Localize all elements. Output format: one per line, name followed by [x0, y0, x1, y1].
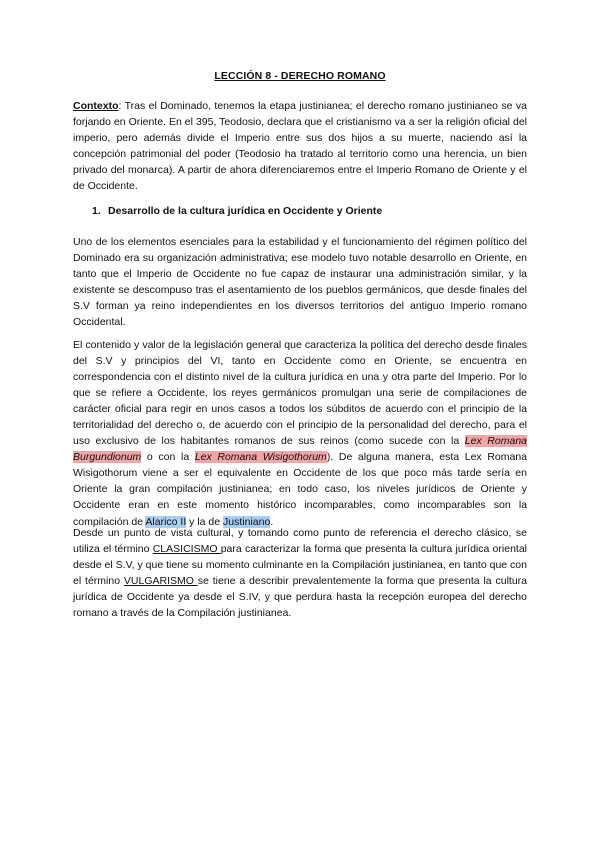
paragraph-2-text: y la de [186, 515, 224, 528]
section-number: 1. [92, 205, 101, 217]
paragraph-3 [73, 525, 527, 621]
context-text: : Tras el Dominado, tenemos la etapa justinianea; el derecho romano justinianeo se va forjando en Oriente. En el 395, Teodosio, declara que el cristianismo va a ser la religión oficial del imperio, pero además divide el Imperio entre sus dos hijos a su muerte, naciendo así la concepción patrimonial del poder (Teodosio ha tratado al territorio como una herencia, un bien privado del monarca). A partir de ahora diferenciaremos entre el Imperio Romano de Oriente y el de Occidente. [73, 100, 527, 193]
paragraph-3-text: se tiene a describir prevalentemente la forma que presenta la cultura jurídica de Occidente ya desde el S.IV, y que perdura hasta la recepción europea del derecho romano a través de la Compilación justinianea. [73, 575, 527, 620]
highlight-alarico: Alarico II [145, 515, 187, 528]
section-title: Desarrollo de la cultura jurídica en Occidente y Oriente [108, 205, 383, 217]
paragraph-2-text: El contenido y valor de la legislación general que caracteriza la política del derecho desde finales del S.V y principios del VI, tanto en Occidente como en Oriente, se encuentra en correspondencia con el distinto nivel de la cultura jurídica en una y otra parte del Imperio. Por lo que se refiere a Occidente, los reyes germánicos promulgan una serie de compilaciones de carácter oficial para regir en unos casos a todos los súbditos de acuerdo con el principio de la territorialidad del derecho o, de acuerdo con el principio de la personalidad del derecho, para el uso exclusivo de los habitantes romanos de sus reinos (como sucede con la [73, 339, 527, 448]
highlight-justiniano: Justiniano [223, 515, 271, 528]
paragraph-2-text: ). De alguna manera, esta Lex Romana Wisigothorum viene a ser el equivalente en Occidente de los que poco más tarde sería en Oriente la gran compilación justinianea; en todo caso, los niveles jurídicos de Oriente y Occidente eran en este momento histórico incomparables, como incomparables son la compilación de [73, 451, 528, 528]
highlight-lex-wisigothorum: Lex Romana Wisigothorum [194, 451, 327, 464]
section-heading [92, 205, 382, 217]
term-clasicismo: CLASICISMO [152, 543, 221, 556]
paragraph-2-text: . [270, 515, 274, 528]
paragraph-1: Uno de los elementos esenciales para la estabilidad y el funcionamiento del régimen político del Dominado era su organización administrativa; ese modelo tuvo notable desarrollo en Oriente, en tanto que el Imperio de Occidente no fue capaz de instaurar una administración similar, y la existente se descompuso tras el asentamiento de los pueblos germánicos, que desde finales del S.V forman ya reino independientes en los diversos territorios del antiguo Imperio romano Occidental. [73, 236, 527, 329]
page-title: LECCIÓN 8 - DERECHO ROMANO [214, 70, 386, 82]
term-vulgarismo: VULGARISMO [123, 575, 198, 588]
paragraph-2 [73, 337, 527, 530]
paragraph-2-text: o con la [141, 451, 195, 464]
highlight-lex-burgundionum: Lex Romana Burgundionum [73, 435, 527, 464]
paragraph-3-text: para caracterizar la forma que presenta la cultura jurídica oriental desde el S.V, y que tiene su momento culminante en la Compilación justinianea, en tanto que con el término [73, 543, 527, 588]
paragraph-3-text: Desde un punto de vista cultural, y tomando como punto de referencia el derecho clásico, se utiliza el término [73, 527, 527, 556]
context-label: Contexto [73, 100, 119, 112]
context-paragraph [73, 98, 527, 194]
